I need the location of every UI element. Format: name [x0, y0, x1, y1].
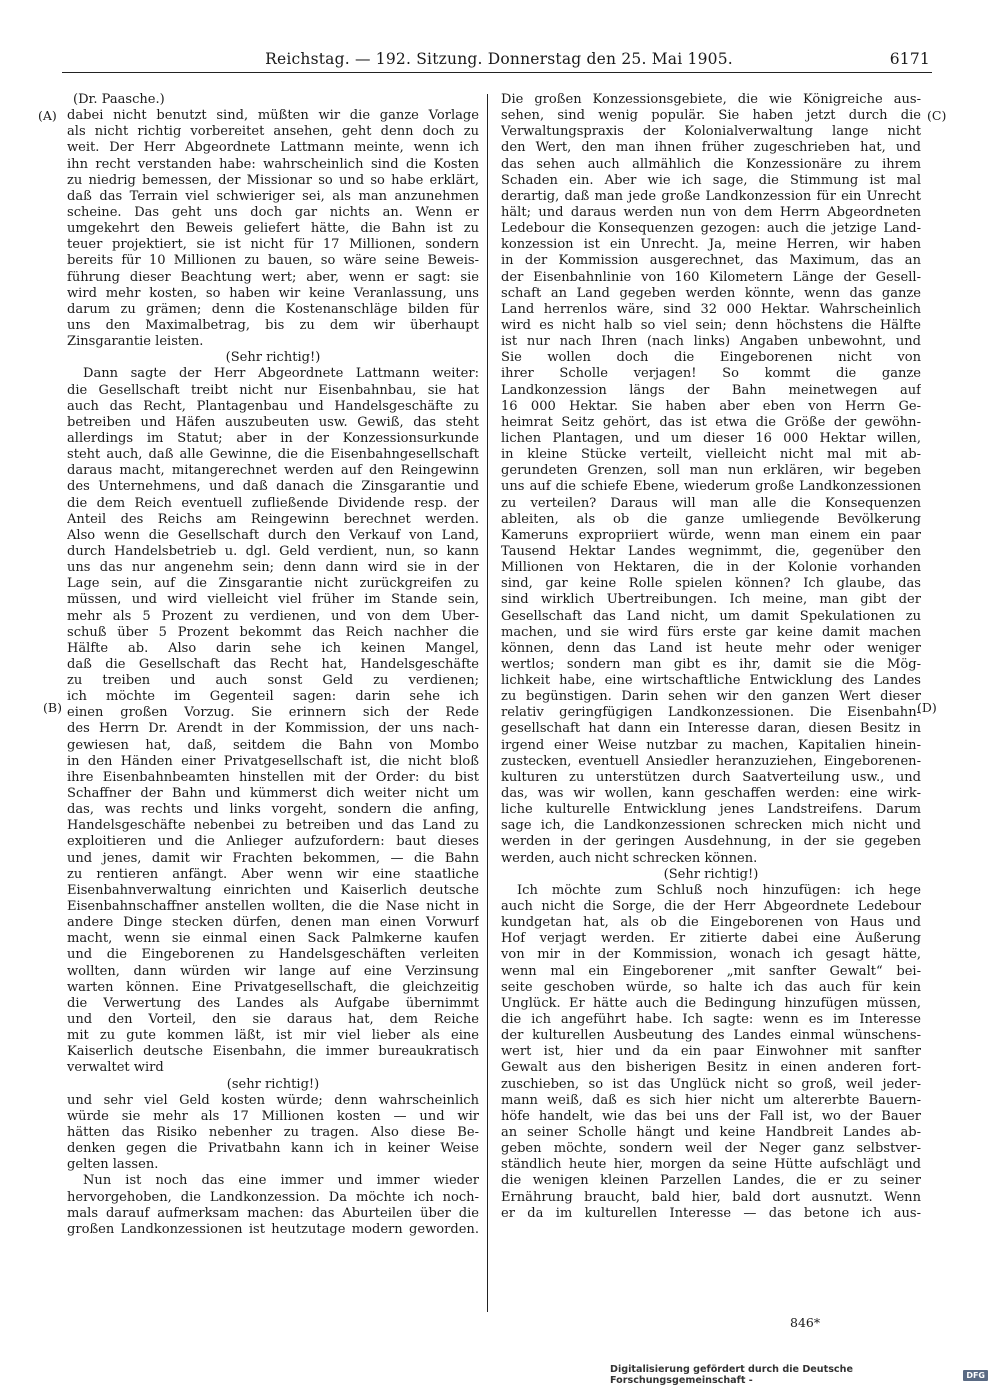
left-column-line: zu treiben und auch sonst Geld zu verdienen;	[67, 673, 479, 689]
left-column-line: als nicht richtig vorbereitet ansehen, geht denn doch zu	[67, 124, 479, 140]
left-column-line: steht auch, daß alle Gewinne, die die Eisenbahngesellschaft	[67, 447, 479, 463]
left-column-line: hervorgehoben, die Landkonzession. Da möchte ich noch-	[67, 1189, 479, 1205]
right-column-line: in der Kommission ausgerechnet, das Maximum, das an	[501, 253, 921, 269]
left-column-line: allerdings im Statut; aber in der Konzessionsurkunde	[67, 430, 479, 446]
left-column-line: Zinsgarantie leisten.	[67, 334, 204, 350]
right-column-line: den Wert, den man ihnen früher zugeschrieben hat, und	[501, 140, 921, 156]
left-column-line: durch Handelsbetrieb u. dgl. Geld verdient, nun, so kann	[67, 543, 479, 559]
left-column-line: in den Händen einer Privatgesellschaft ist, die nicht bloß	[67, 753, 479, 769]
right-column-line: kulturen zu unterstützen durch Saatverteilung usw., und	[501, 769, 921, 785]
left-column-line: die Verwertung des Landes als Aufgabe übernimmt	[67, 995, 479, 1011]
left-column-line: Kaiserlich deutsche Eisenbahn, die immer bureaukratisch	[67, 1044, 479, 1060]
right-column-line: werden in der geringen Ausdehnung, in der sie gegeben	[501, 834, 921, 850]
left-column-line: müssen, und wird vielleicht viel früher im Stande sein,	[67, 592, 479, 608]
left-column-line: uns den Maximalbetrag, bis zu dem wir überhaupt	[67, 317, 479, 333]
right-column-line: konzession ist ein Unrecht. Ja, meine Herren, wir haben	[501, 237, 921, 253]
column-divider	[487, 94, 488, 1312]
right-column-line: der kulturellen Ausbeutung des Landes einmal wünschens-	[501, 1028, 921, 1044]
right-column-line: irgend einer Weise nutzbar zu machen, Kapitalien hinein-	[501, 737, 921, 753]
left-column-line: Nun ist noch das eine immer und immer wieder	[83, 1173, 479, 1189]
right-column-line: sind, gar keine Rolle spielen können? Ich glaube, das	[501, 576, 921, 592]
right-column-line: wertlos; sondern man gibt es ihr, damit sie die Mög-	[501, 656, 921, 672]
right-column-line: liche kulturelle Entwicklung jenes Landstreifens. Darum	[501, 802, 921, 818]
left-column-line: mals darauf aufmerksam machen: das Aburteilen über die	[67, 1205, 479, 1221]
right-column-line: gerundeten Grenzen, soll man nun erklären, wir begeben	[501, 463, 921, 479]
right-column-line: geben möchte, sondern weil der Neger ganz selbstver-	[501, 1141, 921, 1157]
right-column-line: ableiten, als ob die ganze umliegende Bevölkerung	[501, 511, 921, 527]
right-column-line: heimrat Seitz gehört, das ist etwa die Größe der gewöhn-	[501, 414, 921, 430]
left-column-line: umgekehrt den Beweis geliefert hätte, die Bahn ist zu	[67, 221, 479, 237]
right-column-line: Land herrenlos wäre, sind 32 000 Hektar. Wahrscheinlich	[501, 301, 921, 317]
left-column-line: führung dieser Beachtung wert; aber, wenn er sagt: sie	[67, 269, 479, 285]
left-column-line: Eisenbahnschaffner anstellen wollten, die die Nase nicht in	[67, 899, 479, 915]
left-column-line: dabei nicht benutzt sind, müßten wir die ganze Vorlage	[67, 108, 479, 124]
right-column-line: Die großen Konzessionsgebiete, die wie Königreiche aus-	[501, 92, 921, 107]
left-column-line: Eisenbahnverwaltung einrichten und Kaiserlich deutsche	[67, 882, 479, 898]
left-column-line: Schaffner der Bahn und kümmerst dich weiter nicht um	[67, 786, 479, 802]
left-column-line: und die Eingeborenen zu Handelsgeschäften verleiten	[67, 947, 479, 963]
right-column-line: Unglück. Er hätte auch die Bedingung hinzufügen müssen,	[501, 995, 921, 1011]
margin-marker-a: (A)	[38, 108, 57, 123]
left-column-line: und sehr viel Geld kosten würde; denn wahrscheinlich	[67, 1092, 479, 1108]
left-column-line: zu rentieren anfängt. Aber wenn wir eine staatliche	[67, 866, 479, 882]
right-column-line: Ich möchte zum Schluß noch hinzufügen: ich hege	[517, 882, 921, 898]
right-column-line: seite geschoben würde, so halte ich das auch für kein	[501, 979, 921, 995]
left-column-line: wird mehr kosten, so haben wir keine Veranlassung, uns	[67, 285, 479, 301]
left-column-line: des Herrn Dr. Arendt in der Kommission, der uns nach-	[67, 721, 479, 737]
right-column-line: Ledebour die Konsequenzen gezogen: auch die jetzige Land-	[501, 221, 921, 237]
right-column-line: gesellschaft hat dann ein Interesse daran, diesen Besitz in	[501, 721, 921, 737]
left-column-line: Handelsgeschäfte nebenbei zu betreiben und das Land zu	[67, 818, 479, 834]
right-column	[501, 92, 921, 1222]
left-column-line: daraus macht, mitangerechnet werden auf den Reingewinn	[67, 463, 479, 479]
left-column-line: mehr als 5 Prozent zu verdienen, und von dem Über-	[67, 608, 479, 624]
left-column-line: des Unternehmens, und daß danach die Zinsgarantie und	[67, 479, 479, 495]
right-column-line: Ernährung braucht, bald hier, bald dort ausnutzt. Wenn	[501, 1189, 921, 1205]
left-column-line: verwaltet wird	[67, 1060, 164, 1076]
right-column-line: Landkonzession längs der Bahn meinetwegen auf	[501, 382, 921, 398]
right-column-line: die ich angeführt habe. Ich sagte: wenn es im Interesse	[501, 1012, 921, 1028]
right-column-line: an seiner Scholle hängt und keine Handbreit Landes ab-	[501, 1125, 921, 1140]
left-column-line: Anteil des Reichs am Reingewinn berechnet werden.	[67, 511, 479, 527]
left-column-line: ich möchte im Gegenteil sagen: darin sehe ich	[67, 689, 479, 705]
header-rule	[62, 72, 932, 73]
right-column-line: Millionen von Hektaren, die in der Kolonie vorhanden	[501, 560, 921, 576]
right-column-line: Hof verjagt werden. Er zitierte dabei eine Äußerung	[501, 931, 921, 947]
left-column-line: macht, wenn sie einmal einen Sack Palmkerne kaufen	[67, 931, 479, 947]
right-column-line: schaft an Land gegeben werden könnte, wenn das ganze	[501, 285, 921, 301]
right-column-line: ist nur nach Ihren (nach links) Angaben unbewohnt, und	[501, 334, 921, 350]
right-column-line: ständlich heute hier, morgen da seine Hütte aufschlägt und	[501, 1157, 921, 1173]
right-column-line: höfe handelt, wie das bei uns der Fall ist, wo der Bauer	[501, 1108, 921, 1124]
right-column-line: sind wirklich Übertreibungen. Ich meine, man gibt der	[501, 592, 921, 608]
left-column-line: denken gegen die Privatbahn kann ich in keiner Weise	[67, 1141, 479, 1157]
signature-mark: 846*	[790, 1315, 821, 1330]
right-column-line: Gesellschaft das Land nicht, um damit Spekulationen zu	[501, 608, 921, 624]
left-column-line: weit. Der Herr Abgeordnete Lattmann meinte, wenn ich	[67, 140, 479, 156]
left-column-line: daß das Terrain viel schwieriger sei, als man anzunehmen	[67, 188, 479, 204]
right-column-line: wird es nicht halb so viel sein; denn höchstens die Hälfte	[501, 317, 921, 333]
right-column-line: machen, und sie wird fürs erste gar keine damit machen	[501, 624, 921, 640]
right-column-line: derartig, daß man jede große Landkonzession für ein Unrecht	[501, 188, 921, 204]
right-column-line: von mir in der Kommission, wonach ich gesagt hätte,	[501, 947, 921, 963]
left-column-line: uns das nur angenehm sein; denn dann wird sie in der	[67, 560, 479, 576]
margin-marker-d: (D)	[917, 700, 937, 715]
left-column-line: schuß über 5 Prozent bekommt das Reich nachher die	[67, 624, 479, 640]
right-column-line: zustecken, eventuell Ansiedler heranzuziehen, Eingeborenen-	[501, 753, 921, 769]
right-column-line: auch nicht die Sorge, die der Herr Abgeordnete Ledebour	[501, 899, 921, 915]
right-column-line: der Eisenbahnlinie von 160 Kilometern Länge der Gesell-	[501, 269, 921, 285]
right-column-line: lichkeit habe, eine wirtschaftliche Entwicklung des Landes	[501, 673, 921, 689]
right-column-line: Schaden ein. Aber wie ich sage, die Stimmung ist mal	[501, 172, 921, 188]
right-column-line: sage ich, die Landkonzessionen schrecken mich nicht und	[501, 818, 921, 834]
margin-marker-c: (C)	[927, 108, 947, 123]
right-column-line: werden, auch nicht schrecken können.	[501, 850, 758, 866]
right-column-line: uns auf die schiefe Ebene, wiederum große Landkonzessionen	[501, 479, 921, 495]
left-column-line: exploitieren und die Anlieger aufzufordern: baut dieses	[67, 834, 479, 850]
right-column-line: die wenigen kleinen Parzellen Landes, die er zu seiner	[501, 1173, 921, 1189]
digitization-footer	[610, 1364, 988, 1386]
right-column-line: er da im kulturellen Interesse — das betone ich aus-	[501, 1205, 921, 1221]
left-column-line: und jenes, damit wir Frachten bekommen, — die Bahn	[67, 850, 479, 866]
left-column-line: mit zu gute kommen läßt, ist mir viel lieber als eine	[67, 1028, 479, 1044]
left-column-line: hätten das Risiko nebenher zu tragen. Also diese Be-	[67, 1125, 479, 1140]
right-column-line: wert ist, hier und da ein paar Einwohner mit sanfter	[501, 1044, 921, 1060]
left-column-line: scheine. Das geht uns doch gar nichts an. Wenn er	[67, 204, 479, 220]
left-column-line: daß die Gesellschaft das Recht hat, Handelsgeschäfte	[67, 656, 479, 672]
right-column-line: können, denn das Land ist heute mehr oder weniger	[501, 640, 921, 656]
left-column-line: die Gesellschaft treibt nicht nur Eisenbahnbau, sie hat	[67, 382, 479, 398]
left-column	[67, 92, 479, 1238]
left-column-line: zu niedrig bemessen, der Missionar so und so habe erklärt,	[67, 172, 479, 188]
right-column-line: Gewalt aus den bisherigen Besitz in einen anderen fort-	[501, 1060, 921, 1076]
left-column-line: das, was rechts und links vorgeht, sondern die anfing,	[67, 802, 479, 818]
right-column-line: ihrer Scholle verjagen! So kommt die ganze	[501, 366, 921, 382]
left-column-line: einen großen Vorzug. Sie erinnern sich der Rede	[67, 705, 479, 721]
left-column-line: (Sehr richtig!)	[225, 350, 321, 366]
page-number: 6171	[889, 50, 930, 68]
left-column-line: und den Vorteil, den sie daraus hat, dem Reiche	[67, 1012, 479, 1028]
right-column-line: mann weiß, daß es sich hier nicht um altererbte Bauern-	[501, 1092, 921, 1108]
right-column-line: wenn mal ein Eingeborener „mit sanfter Gewalt“ bei-	[501, 963, 921, 979]
left-column-line: bereits für 10 Millionen zu bauen, so wäre seine Beweis-	[67, 253, 479, 269]
left-column-line: Lage sein, auf die Zinsgarantie nicht zurückgreifen zu	[67, 576, 479, 592]
right-column-line: Sie wollen doch die Eingeborenen nicht von	[501, 350, 921, 366]
left-column-line: darum zu grämen; denn die Kostenanschläge bilden für	[67, 301, 479, 317]
left-column-line: Hälfte ab. Also darin sehe ich keinen Mangel,	[67, 640, 479, 656]
left-column-line: betreiben und Häfen auszubeuten usw. Gewiß, das steht	[67, 414, 479, 430]
right-column-line: zu begünstigen. Darin sehen wir den ganzen Wert dieser	[501, 689, 921, 705]
footer-text: Digitalisierung gefördert durch die Deutsche Forschungsgemeinschaft -	[610, 1364, 853, 1386]
left-column-line: (sehr richtig!)	[226, 1076, 320, 1092]
left-column-line: großen Landkonzessionen ist heutzutage modern geworden.	[67, 1221, 479, 1237]
right-column-line: Tausend Hektar Landes wegnimmt, die, gegenüber den	[501, 543, 921, 559]
right-column-line: lichen Plantagen, und um dieser 16 000 Hektar willen,	[501, 430, 921, 446]
left-column-line: gelten lassen.	[67, 1157, 159, 1173]
margin-marker-b: (B)	[43, 700, 62, 715]
right-column-line: Kameruns expropriiert würde, wenn man einem ein paar	[501, 527, 921, 543]
right-column-line: hält; und daraus werden nun von dem Herrn Abgeordneten	[501, 204, 921, 220]
right-column-line: relativ geringfügigen Landkonzessionen. Die Eisenbahn-	[501, 705, 921, 721]
left-column-line: würde sie mehr als 17 Millionen kosten — und wir	[67, 1108, 479, 1124]
dfg-logo: DFG	[963, 1370, 988, 1381]
left-column-line: auch das Recht, Plantagenbau und Handelsgeschäfte zu	[67, 398, 479, 414]
left-column-line: gewiesen hat, daß, seitdem die Bahn von Mombo	[67, 737, 479, 753]
left-column-line: Dann sagte der Herr Abgeordnete Lattmann weiter:	[83, 366, 479, 382]
right-column-line: 16 000 Hektar. Sie haben aber eben von Herrn Ge-	[501, 398, 921, 414]
header-title: Reichstag. — 192. Sitzung. Donnerstag den 25. Mai 1905.	[265, 50, 733, 68]
left-column-line: Also wenn die Gesellschaft durch den Verkauf von Land,	[67, 527, 479, 543]
right-column-line: in kleine Stücke verteilt, vielleicht nicht mal mit ab-	[501, 447, 921, 463]
left-column-line: ihn recht verstanden habe: wahrscheinlich sind die Kosten	[67, 156, 479, 172]
left-column-line: die dem Reich eventuell zufließende Dividende resp. der	[67, 495, 479, 511]
right-column-line: (Sehr richtig!)	[663, 866, 759, 882]
right-column-line: sehen, sind wenig populär. Sie haben jetzt durch die	[501, 108, 921, 124]
right-column-line: das sehen auch allmählich die Konzessionäre zu ihrem	[501, 156, 921, 172]
left-column-line: warten können. Eine Privatgesellschaft, die gleichzeitig	[67, 979, 479, 995]
right-column-line: zu verteilen? Daraus will man alle die Konsequenzen	[501, 495, 921, 511]
left-column-line: (Dr. Paasche.)	[73, 92, 165, 107]
right-column-line: Verwaltungspraxis der Kolonialverwaltung lange nicht	[501, 124, 921, 140]
right-column-line: das, was wir wollen, kann geschaffen werden: eine wirk-	[501, 786, 921, 802]
right-column-line: zuschieben, so ist das Unglück nicht so groß, weil jeder-	[501, 1076, 921, 1092]
running-header	[68, 48, 930, 72]
right-column-line: kundgetan hat, als ob die Eingeborenen von Haus und	[501, 915, 921, 931]
left-column-line: andere Dinge stecken dürfen, denen man einen Vorwurf	[67, 915, 479, 931]
left-column-line: teuer projektiert, sie ist nicht für 17 Millionen, sondern	[67, 237, 479, 253]
left-column-line: wollten, dann würden wir lange auf eine Verzinsung	[67, 963, 479, 979]
left-column-line: ihre Eisenbahnbeamten hinstellen mit der Order: du bist	[67, 769, 479, 785]
